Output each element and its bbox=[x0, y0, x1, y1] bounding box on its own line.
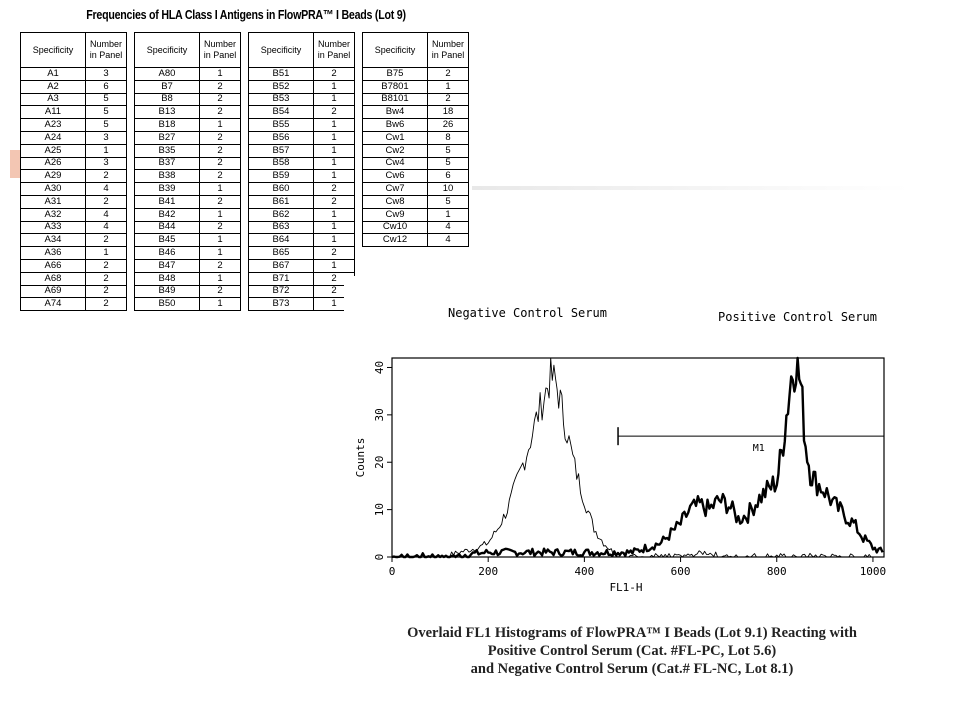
table-row bbox=[21, 298, 127, 311]
count-cell: 2 bbox=[200, 157, 241, 170]
table-block-3 bbox=[248, 32, 355, 311]
count-cell: 1 bbox=[200, 119, 241, 132]
specificity-cell: Bw4 bbox=[363, 106, 428, 119]
table-row bbox=[249, 119, 355, 132]
specificity-cell: B48 bbox=[135, 272, 200, 285]
count-cell: 3 bbox=[86, 131, 127, 144]
count-cell: 2 bbox=[314, 68, 355, 81]
table-row bbox=[135, 247, 241, 260]
table-row bbox=[249, 106, 355, 119]
x-tick-label: 1000 bbox=[859, 565, 887, 578]
table-row bbox=[249, 170, 355, 183]
count-cell: 2 bbox=[86, 195, 127, 208]
table-row bbox=[21, 247, 127, 260]
table-row bbox=[21, 144, 127, 157]
table-row bbox=[21, 285, 127, 298]
count-cell: 26 bbox=[428, 119, 469, 132]
table-row bbox=[249, 298, 355, 311]
specificity-cell: A31 bbox=[21, 195, 86, 208]
count-cell: 4 bbox=[86, 208, 127, 221]
specificity-cell: B56 bbox=[249, 131, 314, 144]
specificity-cell: B18 bbox=[135, 119, 200, 132]
table-row bbox=[135, 144, 241, 157]
count-cell: 2 bbox=[314, 247, 355, 260]
header-number-in-panel: Number in Panel bbox=[428, 33, 469, 68]
count-cell: 6 bbox=[428, 170, 469, 183]
table-row bbox=[249, 68, 355, 81]
table-row bbox=[21, 106, 127, 119]
count-cell: 1 bbox=[200, 183, 241, 196]
specificity-cell: Cw2 bbox=[363, 144, 428, 157]
count-cell: 2 bbox=[314, 285, 355, 298]
specificity-cell: B67 bbox=[249, 259, 314, 272]
specificity-cell: B7 bbox=[135, 80, 200, 93]
specificity-cell: B72 bbox=[249, 285, 314, 298]
table-row bbox=[363, 183, 469, 196]
count-cell: 5 bbox=[428, 157, 469, 170]
count-cell: 2 bbox=[200, 131, 241, 144]
table-row bbox=[249, 80, 355, 93]
table-row bbox=[21, 170, 127, 183]
count-cell: 2 bbox=[86, 234, 127, 247]
table-row bbox=[363, 144, 469, 157]
count-cell: 2 bbox=[428, 93, 469, 106]
header-specificity: Specificity bbox=[21, 33, 86, 68]
table-row bbox=[135, 221, 241, 234]
table-header-row bbox=[363, 33, 469, 68]
count-cell: 1 bbox=[428, 208, 469, 221]
caption-line-1: Overlaid FL1 Histograms of FlowPRA™ I Beads (Lot 9.1) Reacting with bbox=[407, 625, 857, 641]
specificity-cell: A68 bbox=[21, 272, 86, 285]
table-row bbox=[363, 208, 469, 221]
table-row bbox=[249, 247, 355, 260]
table-block-4 bbox=[362, 32, 469, 247]
table-row bbox=[363, 221, 469, 234]
table-row bbox=[363, 119, 469, 132]
count-cell: 18 bbox=[428, 106, 469, 119]
count-cell: 10 bbox=[428, 183, 469, 196]
table-row bbox=[363, 131, 469, 144]
count-cell: 1 bbox=[314, 157, 355, 170]
table-row bbox=[135, 183, 241, 196]
table-row bbox=[363, 93, 469, 106]
count-cell: 4 bbox=[86, 221, 127, 234]
specificity-cell: B53 bbox=[249, 93, 314, 106]
specificity-cell: B27 bbox=[135, 131, 200, 144]
table-row bbox=[21, 131, 127, 144]
count-cell: 1 bbox=[200, 298, 241, 311]
table-row bbox=[135, 68, 241, 81]
specificity-cell: B42 bbox=[135, 208, 200, 221]
table-row bbox=[135, 170, 241, 183]
table-row bbox=[21, 208, 127, 221]
table-row bbox=[21, 259, 127, 272]
specificity-cell: B75 bbox=[363, 68, 428, 81]
specificity-cell: B39 bbox=[135, 183, 200, 196]
negative-control-trace bbox=[392, 358, 883, 557]
count-cell: 2 bbox=[200, 221, 241, 234]
y-tick-label: 0 bbox=[373, 553, 386, 561]
table-row bbox=[363, 157, 469, 170]
positive-control-trace bbox=[392, 358, 883, 557]
specificity-cell: B54 bbox=[249, 106, 314, 119]
y-axis-label: Counts bbox=[354, 437, 367, 478]
count-cell: 5 bbox=[428, 195, 469, 208]
table-row bbox=[21, 221, 127, 234]
specificity-cell: A36 bbox=[21, 247, 86, 260]
specificity-cell: B37 bbox=[135, 157, 200, 170]
x-axis-label: FL1-H bbox=[609, 581, 643, 594]
specificity-cell: Bw6 bbox=[363, 119, 428, 132]
count-cell: 1 bbox=[200, 247, 241, 260]
negative-control-label: Negative Control Serum bbox=[448, 306, 607, 320]
specificity-cell: Cw10 bbox=[363, 221, 428, 234]
specificity-cell: A23 bbox=[21, 119, 86, 132]
table-header-row bbox=[249, 33, 355, 68]
specificity-cell: A11 bbox=[21, 106, 86, 119]
count-cell: 1 bbox=[200, 208, 241, 221]
specificity-cell: A74 bbox=[21, 298, 86, 311]
table-row bbox=[363, 195, 469, 208]
count-cell: 3 bbox=[86, 68, 127, 81]
table-block-1 bbox=[20, 32, 127, 311]
x-tick-label: 800 bbox=[766, 565, 787, 578]
table-row bbox=[249, 195, 355, 208]
table-row bbox=[249, 93, 355, 106]
table-header-row bbox=[21, 33, 127, 68]
table-row bbox=[21, 195, 127, 208]
count-cell: 1 bbox=[314, 170, 355, 183]
specificity-cell: A66 bbox=[21, 259, 86, 272]
count-cell: 1 bbox=[200, 272, 241, 285]
table-header-row bbox=[135, 33, 241, 68]
specificity-cell: B38 bbox=[135, 170, 200, 183]
hla-table bbox=[362, 32, 469, 247]
count-cell: 1 bbox=[314, 298, 355, 311]
y-tick-label: 10 bbox=[373, 502, 386, 517]
count-cell: 4 bbox=[428, 221, 469, 234]
specificity-cell: A2 bbox=[21, 80, 86, 93]
specificity-cell: A3 bbox=[21, 93, 86, 106]
table-row bbox=[249, 183, 355, 196]
count-cell: 1 bbox=[314, 208, 355, 221]
count-cell: 1 bbox=[314, 259, 355, 272]
specificity-cell: Cw9 bbox=[363, 208, 428, 221]
table-row bbox=[135, 195, 241, 208]
count-cell: 1 bbox=[200, 68, 241, 81]
x-tick-label: 0 bbox=[388, 565, 396, 578]
table-row bbox=[363, 170, 469, 183]
count-cell: 1 bbox=[314, 131, 355, 144]
count-cell: 2 bbox=[86, 259, 127, 272]
slide-divider-line bbox=[470, 186, 910, 190]
count-cell: 1 bbox=[86, 247, 127, 260]
count-cell: 2 bbox=[200, 170, 241, 183]
count-cell: 2 bbox=[200, 93, 241, 106]
count-cell: 2 bbox=[314, 195, 355, 208]
specificity-cell: Cw12 bbox=[363, 234, 428, 247]
table-row bbox=[135, 298, 241, 311]
count-cell: 2 bbox=[200, 285, 241, 298]
table-row bbox=[363, 106, 469, 119]
caption-line-2: Positive Control Serum (Cat. #FL-PC, Lot 5.6) bbox=[487, 643, 777, 659]
specificity-cell: A25 bbox=[21, 144, 86, 157]
specificity-cell: Cw4 bbox=[363, 157, 428, 170]
table-row bbox=[135, 208, 241, 221]
table-row bbox=[21, 183, 127, 196]
specificity-cell: B65 bbox=[249, 247, 314, 260]
specificity-cell: A34 bbox=[21, 234, 86, 247]
table-row bbox=[135, 272, 241, 285]
count-cell: 2 bbox=[428, 68, 469, 81]
specificity-cell: Cw8 bbox=[363, 195, 428, 208]
specificity-cell: B58 bbox=[249, 157, 314, 170]
m1-marker-label: M1 bbox=[752, 443, 765, 455]
table-row bbox=[21, 157, 127, 170]
hla-table bbox=[134, 32, 241, 311]
figure-caption bbox=[346, 624, 918, 678]
table-row bbox=[21, 93, 127, 106]
specificity-cell: B8 bbox=[135, 93, 200, 106]
count-cell: 4 bbox=[86, 183, 127, 196]
count-cell: 5 bbox=[86, 119, 127, 132]
specificity-cell: B41 bbox=[135, 195, 200, 208]
table-row bbox=[249, 208, 355, 221]
table-row bbox=[135, 119, 241, 132]
count-cell: 4 bbox=[428, 234, 469, 247]
positive-control-label: Positive Control Serum bbox=[718, 310, 877, 324]
count-cell: 2 bbox=[200, 106, 241, 119]
table-row bbox=[135, 93, 241, 106]
table-row bbox=[135, 80, 241, 93]
table-row bbox=[135, 259, 241, 272]
specificity-cell: A29 bbox=[21, 170, 86, 183]
specificity-cell: B62 bbox=[249, 208, 314, 221]
count-cell: 2 bbox=[314, 272, 355, 285]
count-cell: 5 bbox=[86, 106, 127, 119]
count-cell: 1 bbox=[314, 80, 355, 93]
count-cell: 2 bbox=[86, 170, 127, 183]
specificity-cell: Cw7 bbox=[363, 183, 428, 196]
specificity-cell: B45 bbox=[135, 234, 200, 247]
table-row bbox=[363, 80, 469, 93]
specificity-cell: A24 bbox=[21, 131, 86, 144]
specificity-cell: B49 bbox=[135, 285, 200, 298]
y-tick-label: 40 bbox=[373, 360, 386, 375]
table-row bbox=[249, 272, 355, 285]
table-block-2 bbox=[134, 32, 241, 311]
specificity-cell: B13 bbox=[135, 106, 200, 119]
table-row bbox=[249, 221, 355, 234]
table-row bbox=[363, 68, 469, 81]
specificity-cell: B50 bbox=[135, 298, 200, 311]
table-row bbox=[249, 131, 355, 144]
y-tick-label: 30 bbox=[373, 408, 386, 422]
count-cell: 2 bbox=[86, 272, 127, 285]
table-row bbox=[21, 80, 127, 93]
specificity-cell: B46 bbox=[135, 247, 200, 260]
count-cell: 1 bbox=[314, 93, 355, 106]
count-cell: 1 bbox=[314, 144, 355, 157]
count-cell: 2 bbox=[86, 285, 127, 298]
table-row bbox=[249, 144, 355, 157]
table-row bbox=[21, 272, 127, 285]
table-row bbox=[135, 106, 241, 119]
header-number-in-panel: Number in Panel bbox=[200, 33, 241, 68]
x-tick-label: 600 bbox=[670, 565, 691, 578]
count-cell: 6 bbox=[86, 80, 127, 93]
specificity-cell: B44 bbox=[135, 221, 200, 234]
header-number-in-panel: Number in Panel bbox=[86, 33, 127, 68]
specificity-cell: B51 bbox=[249, 68, 314, 81]
specificity-cell: Cw1 bbox=[363, 131, 428, 144]
count-cell: 1 bbox=[314, 119, 355, 132]
table-title: Frequencies of HLA Class I Antigens in FlowPRA™ I Beads (Lot 9) bbox=[86, 7, 406, 22]
specificity-cell: B64 bbox=[249, 234, 314, 247]
table-row bbox=[249, 259, 355, 272]
specificity-cell: B57 bbox=[249, 144, 314, 157]
specificity-cell: B52 bbox=[249, 80, 314, 93]
header-specificity: Specificity bbox=[249, 33, 314, 68]
hla-table bbox=[20, 32, 127, 311]
specificity-cell: B73 bbox=[249, 298, 314, 311]
specificity-cell: A1 bbox=[21, 68, 86, 81]
specificity-cell: A69 bbox=[21, 285, 86, 298]
header-specificity: Specificity bbox=[363, 33, 428, 68]
table-row bbox=[249, 234, 355, 247]
table-row bbox=[21, 119, 127, 132]
count-cell: 8 bbox=[428, 131, 469, 144]
count-cell: 1 bbox=[200, 234, 241, 247]
specificity-cell: B55 bbox=[249, 119, 314, 132]
table-row bbox=[21, 234, 127, 247]
header-specificity: Specificity bbox=[135, 33, 200, 68]
table-row bbox=[135, 285, 241, 298]
count-cell: 1 bbox=[428, 80, 469, 93]
specificity-cell: B63 bbox=[249, 221, 314, 234]
specificity-cell: B35 bbox=[135, 144, 200, 157]
table-row bbox=[249, 285, 355, 298]
count-cell: 5 bbox=[86, 93, 127, 106]
plot-frame bbox=[392, 358, 884, 557]
specificity-cell: B61 bbox=[249, 195, 314, 208]
count-cell: 1 bbox=[314, 234, 355, 247]
table-row bbox=[363, 234, 469, 247]
count-cell: 2 bbox=[200, 259, 241, 272]
count-cell: 2 bbox=[200, 80, 241, 93]
table-row bbox=[249, 157, 355, 170]
specificity-cell: B8101 bbox=[363, 93, 428, 106]
specificity-cell: A32 bbox=[21, 208, 86, 221]
table-row bbox=[135, 234, 241, 247]
table-row bbox=[135, 157, 241, 170]
specificity-cell: A30 bbox=[21, 183, 86, 196]
specificity-cell: B59 bbox=[249, 170, 314, 183]
specificity-cell: B47 bbox=[135, 259, 200, 272]
specificity-cell: A33 bbox=[21, 221, 86, 234]
count-cell: 3 bbox=[86, 157, 127, 170]
hla-table bbox=[248, 32, 355, 311]
count-cell: 2 bbox=[314, 106, 355, 119]
header-number-in-panel: Number in Panel bbox=[314, 33, 355, 68]
count-cell: 2 bbox=[200, 195, 241, 208]
table-row bbox=[21, 68, 127, 81]
count-cell: 2 bbox=[314, 183, 355, 196]
count-cell: 1 bbox=[86, 144, 127, 157]
specificity-cell: Cw6 bbox=[363, 170, 428, 183]
specificity-cell: A26 bbox=[21, 157, 86, 170]
count-cell: 2 bbox=[86, 298, 127, 311]
specificity-cell: B71 bbox=[249, 272, 314, 285]
count-cell: 5 bbox=[428, 144, 469, 157]
caption-line-3: and Negative Control Serum (Cat.# FL-NC, Lot 8.1) bbox=[470, 661, 794, 677]
y-tick-label: 20 bbox=[373, 455, 386, 469]
table-row bbox=[135, 131, 241, 144]
specificity-cell: A80 bbox=[135, 68, 200, 81]
x-tick-label: 400 bbox=[574, 565, 595, 578]
count-cell: 2 bbox=[200, 144, 241, 157]
specificity-cell: B7801 bbox=[363, 80, 428, 93]
specificity-cell: B60 bbox=[249, 183, 314, 196]
x-tick-label: 200 bbox=[478, 565, 499, 578]
count-cell: 1 bbox=[314, 221, 355, 234]
